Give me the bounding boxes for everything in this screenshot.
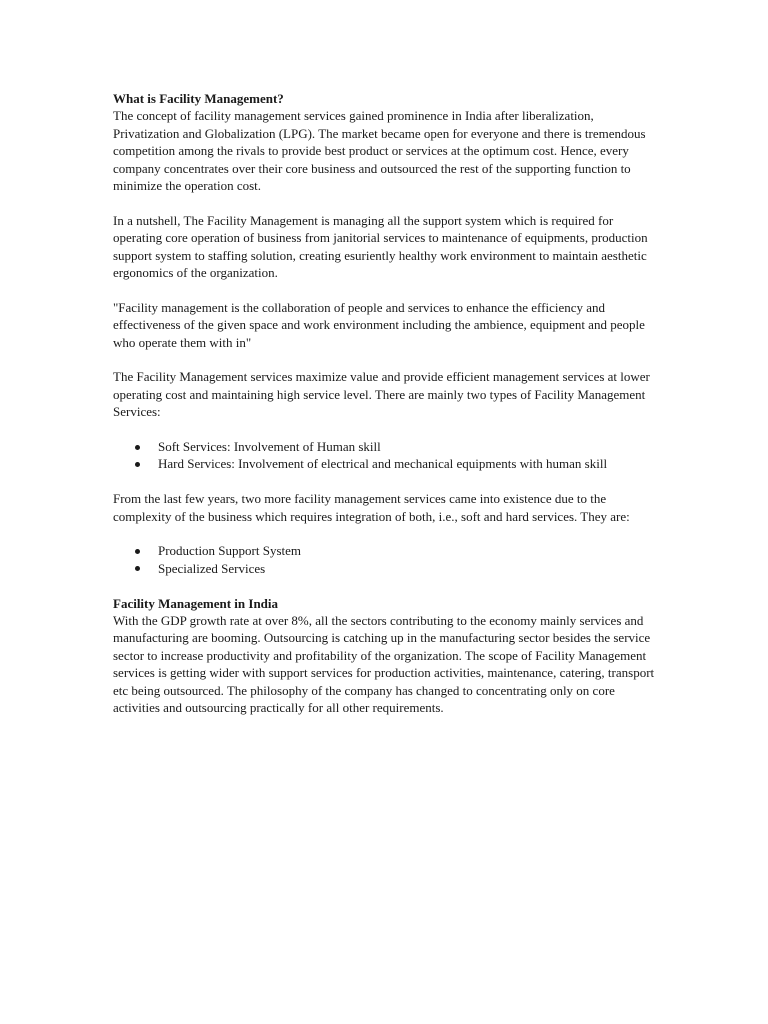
bullet-icon xyxy=(135,549,140,554)
service-types-list xyxy=(113,438,661,473)
list-item-text: Specialized Services xyxy=(158,560,266,576)
list-item-text: Soft Services: Involvement of Human skill xyxy=(158,439,381,455)
section-heading: What is Facility Management? xyxy=(113,91,284,106)
document-page xyxy=(113,90,661,734)
section-what-is-fm xyxy=(113,90,661,577)
bullet-icon xyxy=(135,445,140,450)
bullet-icon xyxy=(135,462,140,467)
list-item xyxy=(113,455,661,472)
list-item-text: Production Support System xyxy=(158,543,302,559)
list-item-text: Hard Services: Involvement of electrical and mechanical equipments with human skill xyxy=(158,456,608,472)
list-item xyxy=(113,560,661,577)
paragraph: In a nutshell, The Facility Management is managing all the support system which is required for operating core operation of business from janitorial services to maintenance of equipments, production support system to staffing solution, creating esuriently healthy work environment to maintain aesthetic ergonomics of the organization. xyxy=(113,212,648,281)
paragraph: The concept of facility management services gained prominence in India after liberalization, Privatization and Globalization (LPG). The market became open for everyone and there is tremendous competition among the rivals to provide best product or services at the optimum cost. Hence, every company concentrates over their core business and outsourced the rest of the supporting function to minimize the operation cost. xyxy=(113,108,646,194)
list-item xyxy=(113,542,661,559)
paragraph: With the GDP growth rate at over 8%, all the sectors contributing to the economy mainly services and manufacturing are booming. Outsourcing is catching up in the manufacturing sector besides the service sector to increase productivity and profitability of the organization. The scope of Facility Management services is getting wider with support services for production activities, maintenance, catering, transport etc being outsourced. The philosophy of the company has changed to concentrating only on core activities and outsourcing practically for all other requirements. xyxy=(113,613,655,716)
paragraph: The Facility Management services maximize value and provide efficient management services at lower operating cost and maintaining high service level. There are mainly two types of Facility Management Services: xyxy=(113,369,650,420)
additional-services-list xyxy=(113,542,661,577)
section-heading: Facility Management in India xyxy=(113,595,279,611)
bullet-icon xyxy=(135,566,140,571)
list-item xyxy=(113,438,661,455)
quote-paragraph: "Facility management is the collaboration of people and services to enhance the efficiency and effectiveness of the given space and work environment including the ambience, equipment and people who operate them with in" xyxy=(113,299,645,350)
section-fm-in-india xyxy=(113,595,661,717)
paragraph: From the last few years, two more facility management services came into existence due to the complexity of the business which requires integration of both, i.e., soft and hard services. They are: xyxy=(113,491,630,524)
